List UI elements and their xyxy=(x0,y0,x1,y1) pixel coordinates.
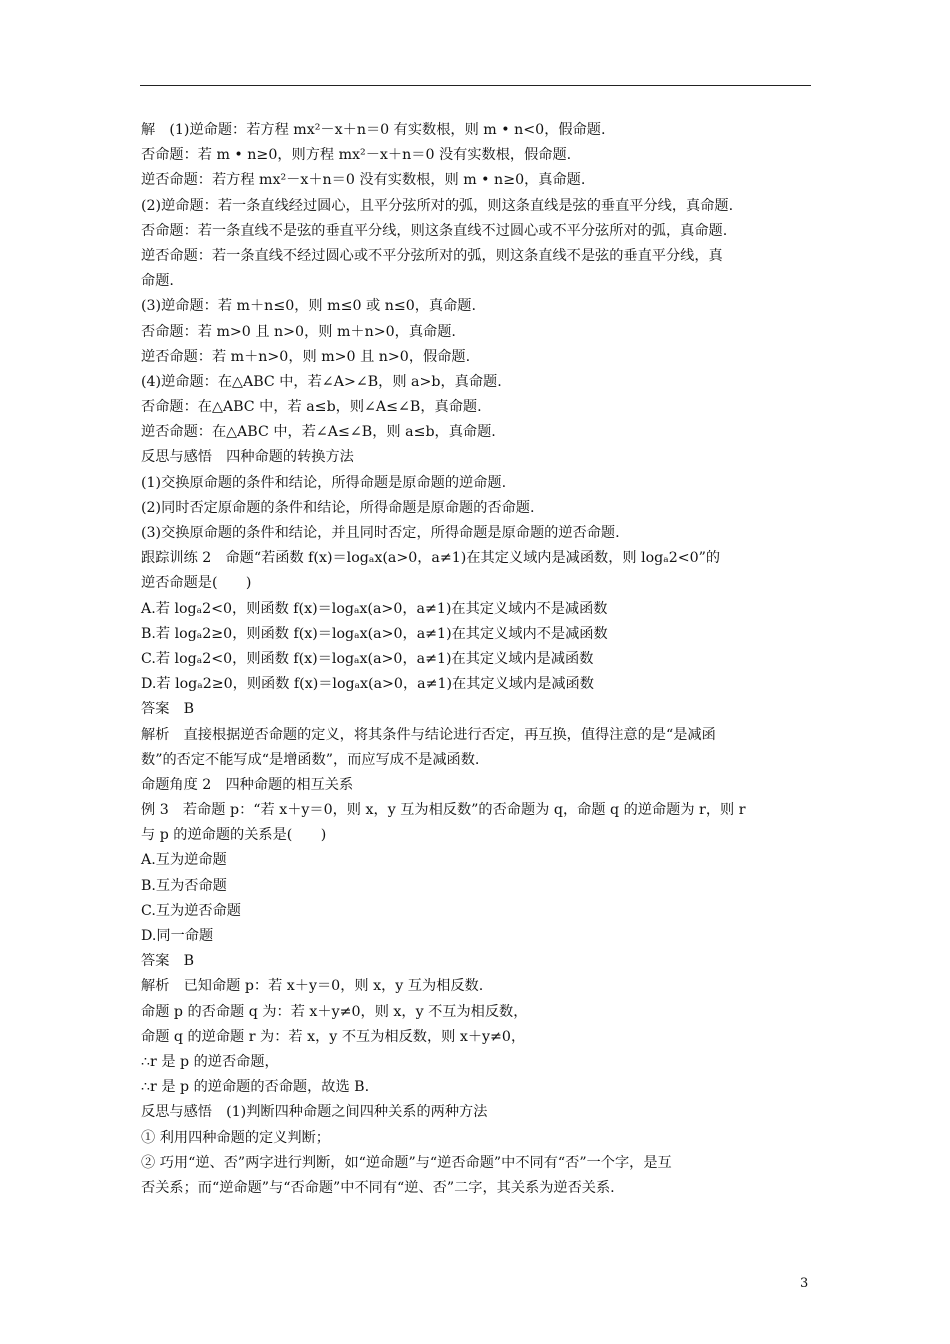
text-line: (3)逆命题：若 m＋n≤0，则 m≤0 或 n≤0，真命题. xyxy=(141,298,477,315)
text-line: 命题. xyxy=(141,273,174,290)
text-line: 否命题：若 m>0 且 n>0，则 m＋n>0，真命题. xyxy=(141,323,456,340)
text-line: 解析 直接根据逆否命题的定义，将其条件与结论进行否定，再互换，值得注意的是“是减函 xyxy=(141,726,716,743)
text-line: 命题 p 的否命题 q 为：若 x＋y≠0，则 x，y 不互为相反数， xyxy=(141,1003,528,1020)
page-number: 3 xyxy=(800,1276,809,1291)
header-rule xyxy=(140,85,811,86)
text-line: B.若 logₐ2≥0，则函数 f(x)＝logₐx(a>0，a≠1)在其定义域内不是减函数 xyxy=(141,625,608,642)
text-line: 命题角度 2 四种命题的相互关系 xyxy=(141,776,354,793)
text-line: 解 (1)逆命题：若方程 mx²－x＋n＝0 有实数根，则 m • n<0，假命题. xyxy=(141,122,606,138)
text-line: ① 利用四种命题的定义判断； xyxy=(141,1129,330,1146)
text-line: (2)同时否定原命题的条件和结论，所得命题是原命题的否命题. xyxy=(141,499,535,516)
text-line: B.互为否命题 xyxy=(141,877,227,894)
text-line: (4)逆命题：在△ABC 中，若∠A>∠B，则 a>b，真命题. xyxy=(141,373,502,390)
text-line: C.互为逆否命题 xyxy=(141,902,241,919)
text-line: C.若 logₐ2<0，则函数 f(x)＝logₐx(a>0，a≠1)在其定义域内是减函数 xyxy=(141,650,594,667)
text-line: 跟踪训练 2 命题“若函数 f(x)＝logₐx(a>0，a≠1)在其定义域内是减函数，则 logₐ2<0”的 xyxy=(141,550,721,567)
text-line: 逆否命题：若一条直线不经过圆心或不平分弦所对的弧，则这条直线不是弦的垂直平分线，真 xyxy=(141,247,723,264)
text-line: ② 巧用“逆、否”两字进行判断，如“逆命题”与“逆否命题”中不同有“否”一个字，是互 xyxy=(141,1154,672,1171)
text-line: 否关系；而“逆命题”与“否命题”中不同有“逆、否”二字，其关系为逆否关系. xyxy=(141,1179,615,1196)
text-line: (1)交换原命题的条件和结论，所得命题是原命题的逆命题. xyxy=(141,474,507,491)
text-line: 反思与感悟 (1)判断四种命题之间四种关系的两种方法 xyxy=(141,1104,488,1121)
text-line: 逆否命题：若方程 mx²－x＋n＝0 没有实数根，则 m • n≥0，真命题. xyxy=(141,172,586,189)
text-line: 与 p 的逆命题的关系是( ) xyxy=(141,827,327,844)
text-line: 否命题：若一条直线不是弦的垂直平分线，则这条直线不过圆心或不平分弦所对的弧，真命题. xyxy=(141,222,728,239)
text-line: A.若 logₐ2<0，则函数 f(x)＝logₐx(a>0，a≠1)在其定义域内不是减函数 xyxy=(141,600,608,617)
text-line: 逆否命题：若 m＋n>0，则 m>0 且 n>0，假命题. xyxy=(141,348,471,365)
text-line: 答案 B xyxy=(141,701,194,718)
text-line: 答案 B xyxy=(141,953,194,970)
text-line: ∴r 是 p 的逆否命题， xyxy=(141,1053,279,1070)
text-line: 逆否命题是( ) xyxy=(141,575,252,592)
text-line: 逆否命题：在△ABC 中，若∠A≤∠B，则 a≤b，真命题. xyxy=(141,424,496,441)
text-line: A.互为逆命题 xyxy=(141,852,227,869)
text-line: (3)交换原命题的条件和结论，并且同时否定，所得命题是原命题的逆否命题. xyxy=(141,525,620,541)
document-body xyxy=(141,118,821,1201)
text-line: 命题 q 的逆命题 r 为：若 x，y 不互为相反数，则 x＋y≠0， xyxy=(141,1028,526,1045)
text-line: D.同一命题 xyxy=(141,928,214,944)
text-line: (2)逆命题：若一条直线经过圆心，且平分弦所对的弧，则这条直线是弦的垂直平分线，真命题. xyxy=(141,197,734,214)
text-line: 否命题：若 m • n≥0，则方程 mx²－x＋n＝0 没有实数根，假命题. xyxy=(141,147,572,164)
text-line: 数”的否定不能写成“是增函数”，而应写成不是减函数. xyxy=(141,751,480,768)
text-line: 例 3 若命题 p：“若 x＋y＝0，则 x，y 互为相反数”的否命题为 q，命题 q 的逆命题为 r，则 r xyxy=(141,802,746,819)
text-line: 反思与感悟 四种命题的转换方法 xyxy=(141,449,354,466)
text-line: 解析 已知命题 p：若 x＋y＝0，则 x，y 互为相反数. xyxy=(141,978,484,995)
text-line: ∴r 是 p 的逆命题的否命题，故选 B. xyxy=(141,1079,370,1096)
text-line: D.若 logₐ2≥0，则函数 f(x)＝logₐx(a>0，a≠1)在其定义域内是减函数 xyxy=(141,676,594,693)
text-line: 否命题：在△ABC 中，若 a≤b，则∠A≤∠B，真命题. xyxy=(141,399,482,416)
